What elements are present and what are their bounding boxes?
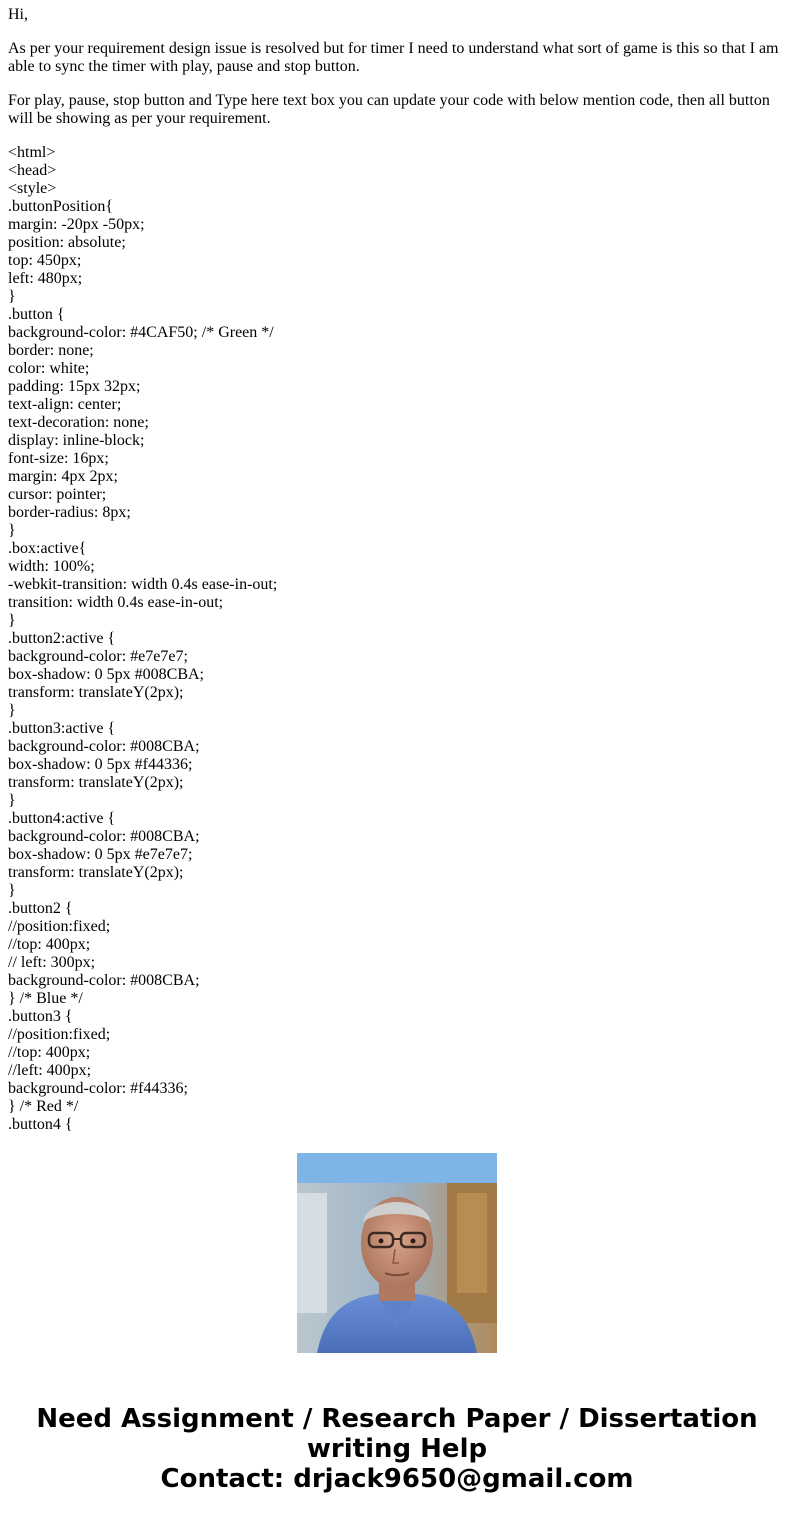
code-line: left: 480px; (8, 270, 83, 287)
code-line: .button3:active { (8, 720, 116, 737)
code-line: background-color: #008CBA; (8, 972, 200, 989)
code-line: -webkit-transition: width 0.4s ease-in-out; (8, 576, 278, 593)
code-line: //left: 400px; (8, 1062, 92, 1079)
code-line: .button3 { (8, 1008, 73, 1025)
code-line: top: 450px; (8, 252, 82, 269)
code-line: text-align: center; (8, 396, 122, 413)
code-line: } (8, 882, 16, 899)
code-line: box-shadow: 0 5px #f44336; (8, 756, 193, 773)
code-line: transform: translateY(2px); (8, 774, 184, 791)
code-line: border-radius: 8px; (8, 504, 131, 521)
code-line: } (8, 288, 16, 305)
promo-line-2: writing Help (306, 1434, 488, 1464)
code-line: padding: 15px 32px; (8, 378, 141, 395)
code-line: } /* Red */ (8, 1098, 79, 1115)
code-line: margin: 4px 2px; (8, 468, 118, 485)
paragraph-timer: As per your requirement design issue is resolved but for timer I need to understand what sort of game is this so that I am able to sync the timer with play, pause and stop button. (8, 40, 779, 75)
code-line: .button { (8, 306, 65, 323)
code-line: .buttonPosition{ (8, 198, 114, 215)
code-line: text-decoration: none; (8, 414, 149, 431)
code-line: .button2 { (8, 900, 73, 917)
promo-contact: Contact: drjack9650@gmail.com (160, 1464, 634, 1494)
code-line: transition: width 0.4s ease-in-out; (8, 594, 224, 611)
code-line: color: white; (8, 360, 90, 377)
code-line: margin: -20px -50px; (8, 216, 145, 233)
code-line: position: absolute; (8, 234, 126, 251)
code-block (8, 144, 786, 1134)
code-line: background-color: #4CAF50; /* Green */ (8, 324, 274, 341)
code-line: } (8, 612, 16, 629)
code-line: background-color: #f44336; (8, 1080, 188, 1097)
author-photo (297, 1153, 497, 1353)
code-line: border: none; (8, 342, 94, 359)
code-line: .button4 { (8, 1116, 73, 1133)
code-line: background-color: #e7e7e7; (8, 648, 188, 665)
code-line: <head> (8, 162, 57, 179)
greeting: Hi, (8, 6, 28, 23)
code-line: .button2:active { (8, 630, 116, 647)
code-line: } /* Blue */ (8, 990, 83, 1007)
code-line: background-color: #008CBA; (8, 828, 200, 845)
code-line: transform: translateY(2px); (8, 684, 184, 701)
code-line: <style> (8, 180, 57, 197)
code-line: .button4:active { (8, 810, 116, 827)
message-body (8, 0, 786, 1133)
code-line: background-color: #008CBA; (8, 738, 200, 755)
promo-line-1: Need Assignment / Research Paper / Dissertation (36, 1404, 758, 1434)
code-line: <html> (8, 144, 56, 161)
code-line: } (8, 702, 16, 719)
code-line: //top: 400px; (8, 936, 91, 953)
promo-banner (0, 1404, 794, 1494)
code-line: transform: translateY(2px); (8, 864, 184, 881)
code-line: } (8, 522, 16, 539)
code-line: } (8, 792, 16, 809)
code-line: box-shadow: 0 5px #e7e7e7; (8, 846, 193, 863)
paragraph-buttons: For play, pause, stop button and Type here text box you can update your code with below mention code, then all button will be showing as per your requirement. (8, 92, 770, 127)
code-line: //position:fixed; (8, 1026, 111, 1043)
code-line: .box:active{ (8, 540, 87, 557)
code-line: font-size: 16px; (8, 450, 109, 467)
code-line: cursor: pointer; (8, 486, 107, 503)
code-line: display: inline-block; (8, 432, 145, 449)
code-line: box-shadow: 0 5px #008CBA; (8, 666, 204, 683)
code-line: // left: 300px; (8, 954, 96, 971)
code-line: //position:fixed; (8, 918, 111, 935)
code-line: width: 100%; (8, 558, 95, 575)
code-line: //top: 400px; (8, 1044, 91, 1061)
